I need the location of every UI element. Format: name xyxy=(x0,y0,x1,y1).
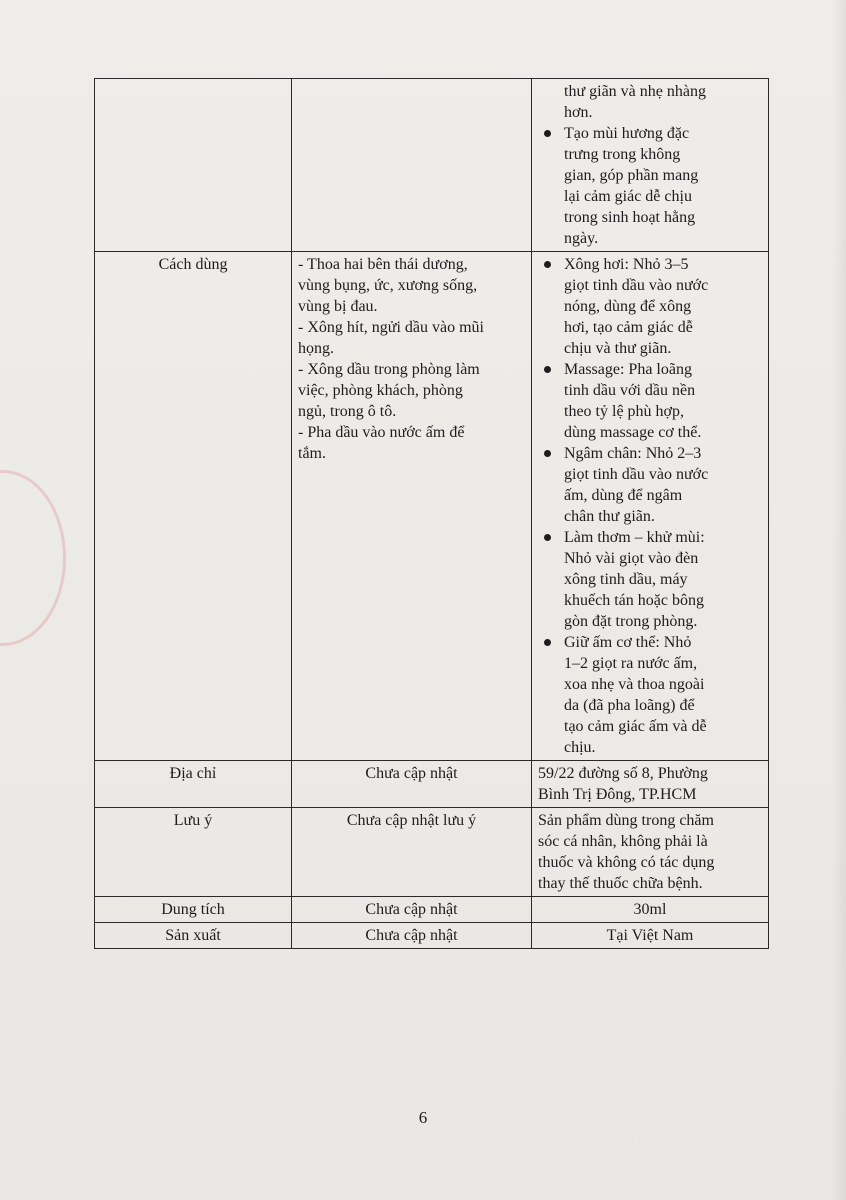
origin-general-cell: Chưa cập nhật xyxy=(292,923,532,949)
bullet-item xyxy=(564,254,762,359)
text-line: Giữ ấm cơ thể: Nhỏ xyxy=(564,634,692,651)
bullet-icon xyxy=(544,366,551,373)
text-line: vùng bụng, ức, xương sống, xyxy=(298,277,478,294)
text-line: họng. xyxy=(298,340,334,357)
stamp-mark xyxy=(0,470,66,646)
bullet-item xyxy=(564,443,762,527)
text-line: giọt tinh dầu vào nước xyxy=(564,466,709,483)
text-line: da (đã pha loãng) để xyxy=(564,697,695,714)
table-row-continued xyxy=(95,79,769,252)
address-detail-cell xyxy=(532,761,769,808)
text-line: 1–2 giọt ra nước ấm, xyxy=(564,655,698,672)
row-detail-cell xyxy=(532,79,769,252)
text-line: - Pha dầu vào nước ấm để xyxy=(298,424,465,441)
text-line: Xông hơi: Nhỏ 3–5 xyxy=(564,256,689,273)
text-line: thư giãn và nhẹ nhàng xyxy=(564,83,706,100)
table-row-note xyxy=(95,808,769,897)
text-line: Bình Trị Đông, TP.HCM xyxy=(538,786,697,803)
usage-general-cell xyxy=(292,252,532,761)
bullet-icon xyxy=(544,130,551,137)
row-label-cell-empty xyxy=(95,79,292,252)
bullet-list xyxy=(538,123,762,249)
text-line: xông tinh dầu, máy xyxy=(564,571,688,588)
text-line: khuếch tán hoặc bông xyxy=(564,592,704,609)
text-line: tắm. xyxy=(298,445,326,462)
text-line: nóng, dùng để xông xyxy=(564,298,692,315)
text-line: lại cảm giác dễ chịu xyxy=(564,188,692,205)
bullet-icon xyxy=(544,261,551,268)
text-line: Massage: Pha loãng xyxy=(564,361,692,378)
volume-label: Dung tích xyxy=(95,897,292,923)
text-line: tạo cảm giác ấm và dễ xyxy=(564,718,707,735)
text-line: ngày. xyxy=(564,230,599,247)
text-line: sóc cá nhân, không phải là xyxy=(538,833,708,850)
text-line: trưng trong không xyxy=(564,146,681,163)
bullet-item xyxy=(564,632,762,758)
address-general-cell: Chưa cập nhật xyxy=(292,761,532,808)
text-line: theo tỷ lệ phù hợp, xyxy=(564,403,684,420)
sheet-edge-shadow xyxy=(832,0,846,1200)
text-line: hơi, tạo cảm giác dễ xyxy=(564,319,693,336)
text-line: ấm, dùng để ngâm xyxy=(564,487,683,504)
origin-detail-cell: Tại Việt Nam xyxy=(532,923,769,949)
bullet-icon xyxy=(544,639,551,646)
volume-detail-cell: 30ml xyxy=(532,897,769,923)
note-label: Lưu ý xyxy=(95,808,292,897)
row-general-cell-empty xyxy=(292,79,532,252)
bullet-item xyxy=(564,359,762,443)
text-line: ngủ, trong ô tô. xyxy=(298,403,397,420)
text-line: vùng bị đau. xyxy=(298,298,378,315)
text-line: chân thư giãn. xyxy=(564,508,655,525)
text-line: tinh dầu với dầu nền xyxy=(564,382,696,399)
continuation-text xyxy=(538,81,762,123)
text-line: Nhỏ vài giọt vào đèn xyxy=(564,550,699,567)
text-line: chịu và thư giãn. xyxy=(564,340,672,357)
page-number: 6 xyxy=(418,1108,428,1127)
bullet-item xyxy=(564,123,762,249)
usage-label: Cách dùng xyxy=(95,252,292,761)
text-line: 59/22 đường số 8, Phường xyxy=(538,765,708,782)
text-line: gian, góp phần mang xyxy=(564,167,699,184)
text-line: hơn. xyxy=(564,104,593,121)
text-line: dùng massage cơ thể. xyxy=(564,424,702,441)
text-line: chịu. xyxy=(564,739,596,756)
table-row-volume xyxy=(95,897,769,923)
text-line: - Thoa hai bên thái dương, xyxy=(298,256,468,273)
text-line: gòn đặt trong phòng. xyxy=(564,613,698,630)
usage-detail-cell xyxy=(532,252,769,761)
text-line: thuốc và không có tác dụng xyxy=(538,854,715,871)
table-row-usage xyxy=(95,252,769,761)
usage-bullet-list xyxy=(538,254,762,758)
text-line: thay thế thuốc chữa bệnh. xyxy=(538,875,703,892)
text-line: giọt tinh dầu vào nước xyxy=(564,277,709,294)
product-info-table xyxy=(94,78,769,949)
text-line: trong sinh hoạt hằng xyxy=(564,209,696,226)
text-line: Tạo mùi hương đặc xyxy=(564,125,690,142)
table-row-origin xyxy=(95,923,769,949)
bullet-item xyxy=(564,527,762,632)
address-label: Địa chỉ xyxy=(95,761,292,808)
text-line: Ngâm chân: Nhỏ 2–3 xyxy=(564,445,702,462)
text-line: Làm thơm – khử mùi: xyxy=(564,529,705,546)
bullet-icon xyxy=(544,534,551,541)
text-line: Sản phẩm dùng trong chăm xyxy=(538,812,714,829)
volume-general-cell: Chưa cập nhật xyxy=(292,897,532,923)
text-line: xoa nhẹ và thoa ngoài xyxy=(564,676,705,693)
text-line: - Xông dầu trong phòng làm xyxy=(298,361,480,378)
note-general-cell: Chưa cập nhật lưu ý xyxy=(292,808,532,897)
table-row-address xyxy=(95,761,769,808)
note-detail-cell xyxy=(532,808,769,897)
origin-label: Sản xuất xyxy=(95,923,292,949)
bullet-icon xyxy=(544,450,551,457)
text-line: việc, phòng khách, phòng xyxy=(298,382,463,399)
text-line: - Xông hít, ngửi dầu vào mũi xyxy=(298,319,484,336)
